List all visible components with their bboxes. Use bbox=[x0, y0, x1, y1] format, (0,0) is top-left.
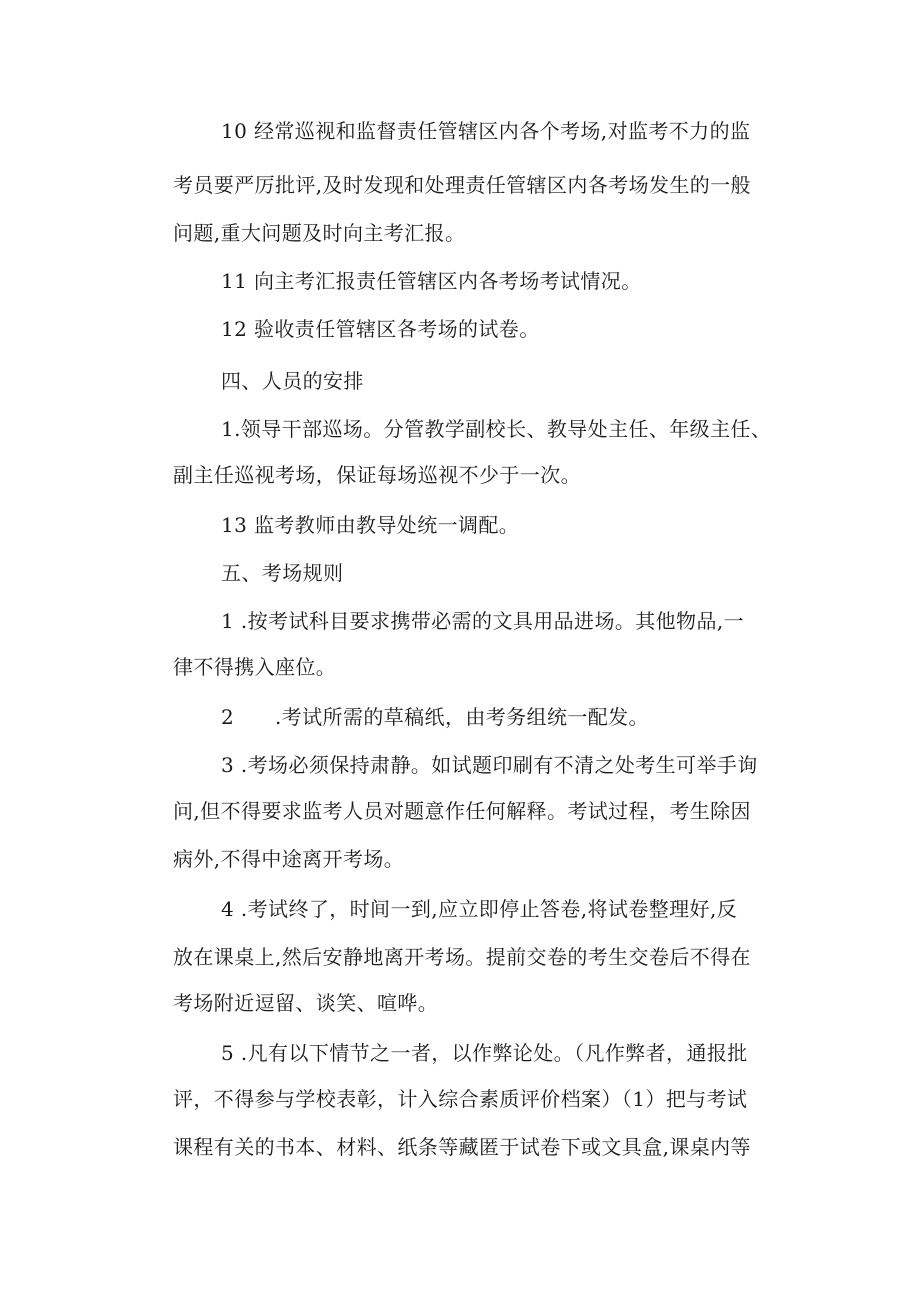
section-heading: 四、人员的安排 bbox=[221, 369, 364, 393]
text-line: 12 验收责任管辖区各考场的试卷。 bbox=[221, 317, 540, 341]
text-line: 问题,重大问题及时向主考汇报。 bbox=[173, 221, 466, 245]
text-line: 4 .考试终了，时间一到,应立即停止答卷,将试卷整理好,反 bbox=[221, 897, 738, 921]
text-line: 课程有关的书本、材料、纸条等藏匿于试卷下或文具盒,课桌内等 bbox=[173, 1135, 751, 1159]
text-line: 3 .考场必须保持肃静。如试题印刷有不清之处考生可举手询 bbox=[221, 753, 758, 777]
text-line: 放在课桌上,然后安静地离开考场。提前交卷的考生交卷后不得在 bbox=[173, 945, 751, 969]
text-line: 13 监考教师由教导处统一调配。 bbox=[221, 513, 520, 537]
text-line: 考员要严厉批评,及时发现和处理责任管辖区内各考场发生的一般 bbox=[173, 173, 751, 197]
text-line: 问,但不得要求监考人员对题意作任何解释。考试过程，考生除因 bbox=[173, 799, 751, 823]
text-line: 1 .按考试科目要求携带必需的文具用品进场。其他物品,一 bbox=[221, 609, 744, 633]
text-line: 10 经常巡视和监督责任管辖区内各个考场,对监考不力的监 bbox=[221, 119, 751, 143]
text-line: 1.领导干部巡场。分管教学副校长、教导处主任、年级主任、 bbox=[221, 417, 772, 441]
text-line: 副主任巡视考场，保证每场巡视不少于一次。 bbox=[173, 463, 581, 487]
text-line: 5 .凡有以下情节之一者，以作弊论处。（凡作弊者，通报批 bbox=[221, 1041, 748, 1065]
text-line: 律不得携入座位。 bbox=[173, 655, 337, 679]
section-heading: 五、考场规则 bbox=[221, 561, 344, 585]
text-line: 评，不得参与学校表彰，计入综合素质评价档案）（1）把与考试 bbox=[173, 1087, 748, 1111]
text-line: 考场附近逗留、谈笑、喧哗。 bbox=[173, 991, 439, 1015]
text-line: 11 向主考汇报责任管辖区内各考场考试情况。 bbox=[221, 269, 642, 293]
text-line: .考试所需的草稿纸，由考务组统一配发。 bbox=[275, 705, 649, 729]
text-line: 病外,不得中途离开考场。 bbox=[173, 847, 405, 871]
list-number: 2 bbox=[221, 705, 235, 729]
